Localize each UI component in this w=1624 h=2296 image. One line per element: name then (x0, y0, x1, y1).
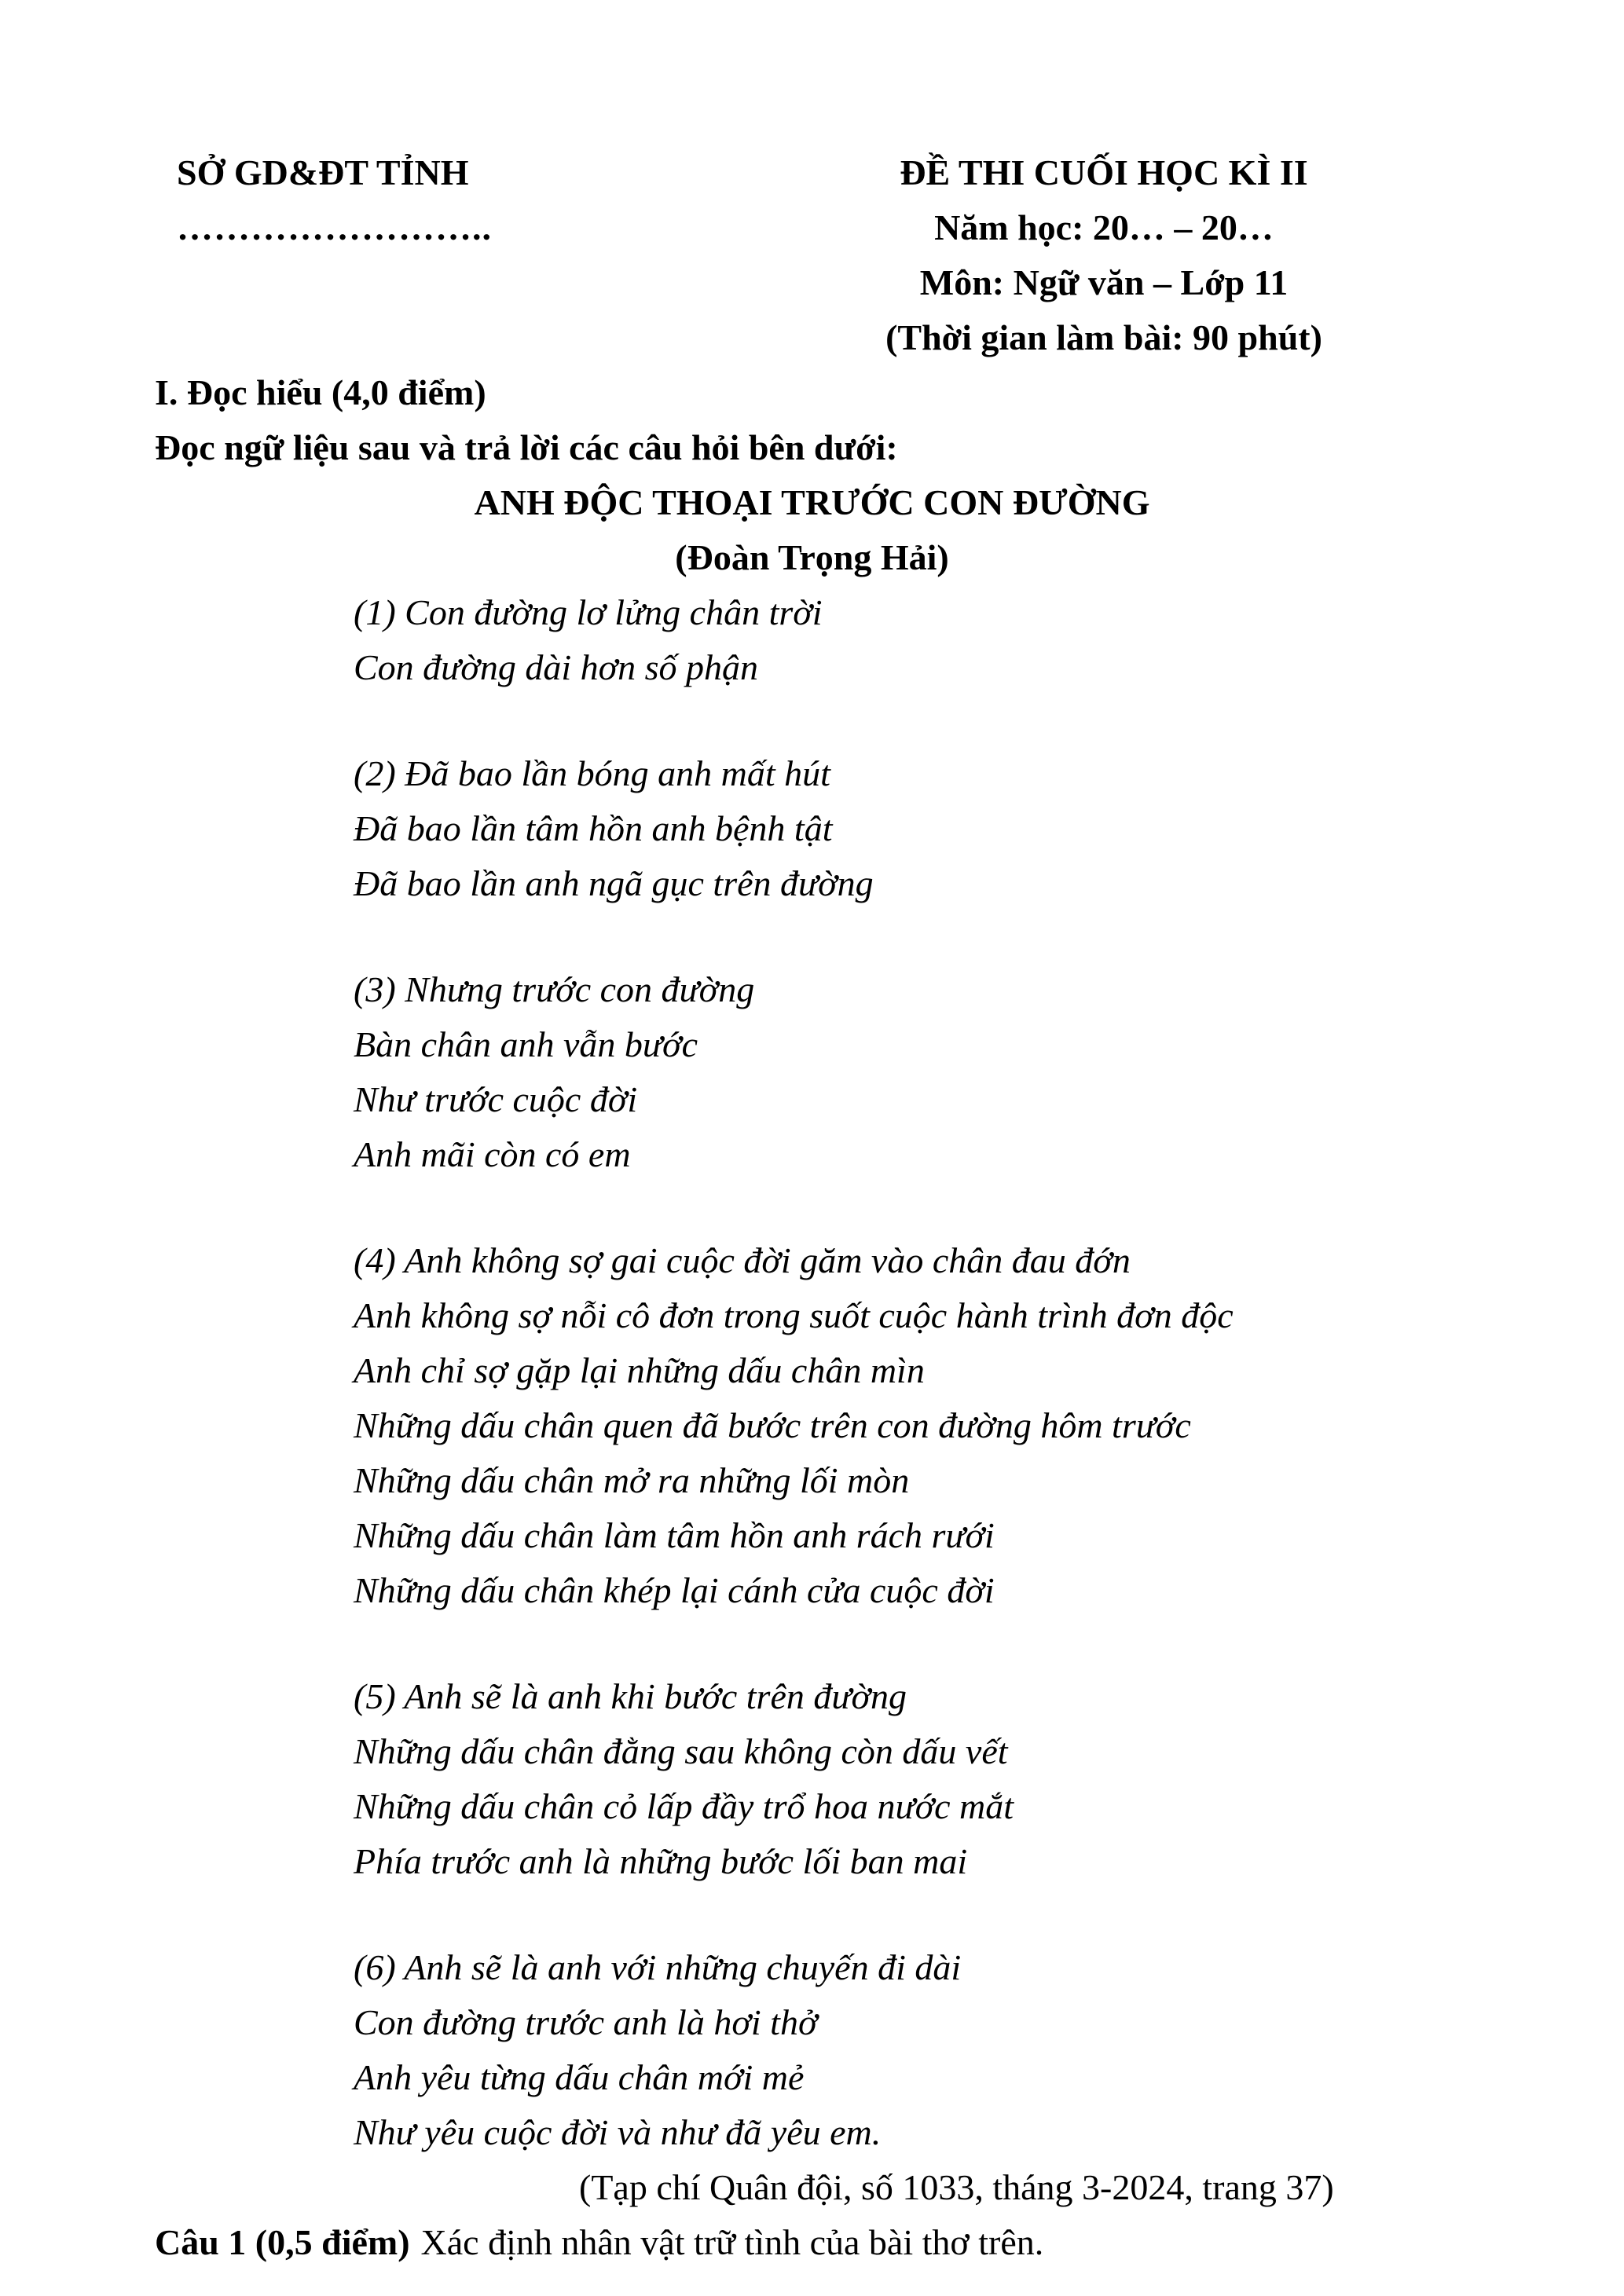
poem-line: (5) Anh sẽ là anh khi bước trên đường (354, 1676, 907, 1716)
header-left-block (177, 145, 492, 255)
poem-title: ANH ĐỘC THOẠI TRƯỚC CON ĐƯỜNG (474, 482, 1150, 522)
header-right-block (758, 145, 1450, 365)
poem-line: Anh yêu từng dấu chân mới mẻ (354, 2057, 805, 2097)
school-year-line: Năm học: 20… – 20… (934, 207, 1274, 247)
poem (354, 585, 1469, 2160)
poem-line: Bàn chân anh vẫn bước (354, 1024, 698, 1064)
question-1 (155, 2215, 1469, 2270)
poem-stanza (354, 1669, 1469, 1889)
poem-line: Phía trước anh là những bước lối ban mai (354, 1841, 968, 1881)
poem-line: Như trước cuộc đời (354, 1079, 638, 1119)
poem-stanza (354, 746, 1469, 911)
question-1-text: Xác định nhân vật trữ tình của bài thơ trên. (420, 2222, 1044, 2262)
section-heading: I. Đọc hiểu (4,0 điểm) (155, 372, 486, 412)
poem-line: Anh mãi còn có em (354, 1134, 631, 1174)
poem-line: (3) Nhưng trước con đường (354, 969, 755, 1009)
poem-stanza (354, 585, 1469, 695)
poem-line: (6) Anh sẽ là anh với những chuyến đi dài (354, 1947, 962, 1987)
poem-line: Những dấu chân quen đã bước trên con đường hôm trước (354, 1405, 1191, 1445)
poem-line: Anh không sợ nỗi cô đơn trong suốt cuộc hành trình đơn độc (354, 1295, 1234, 1335)
poem-line: Đã bao lần anh ngã gục trên đường (354, 863, 874, 903)
poem-line: Đã bao lần tâm hồn anh bệnh tật (354, 808, 833, 848)
poem-line: Những dấu chân mở ra những lối mòn (354, 1460, 910, 1500)
poem-stanza (354, 1940, 1469, 2160)
department-name: SỞ GD&ĐT TỈNH (177, 152, 469, 192)
poem-author: (Đoàn Trọng Hải) (675, 537, 949, 577)
poem-line: Con đường dài hơn số phận (354, 647, 759, 687)
poem-line: (1) Con đường lơ lửng chân trời (354, 592, 823, 632)
department-dotted-line: …………………….. (177, 207, 492, 247)
subject-line: Môn: Ngữ văn – Lớp 11 (919, 262, 1289, 302)
question-1-label: Câu 1 (0,5 điểm) (155, 2222, 410, 2262)
exam-header (155, 145, 1469, 365)
poem-citation: (Tạp chí Quân đội, số 1033, tháng 3-2024, trang 37) (579, 2167, 1334, 2207)
poem-line: Những dấu chân khép lại cánh cửa cuộc đời (354, 1570, 995, 1610)
poem-line: Những dấu chân làm tâm hồn anh rách rưới (354, 1515, 995, 1555)
poem-line: Anh chỉ sợ gặp lại những dấu chân mìn (354, 1350, 925, 1390)
duration-line: (Thời gian làm bài: 90 phút) (885, 317, 1322, 357)
poem-line: Con đường trước anh là hơi thở (354, 2002, 818, 2042)
poem-line: Những dấu chân cỏ lấp đầy trổ hoa nước mắt (354, 1786, 1014, 1826)
poem-line: (4) Anh không sợ gai cuộc đời găm vào chân đau đớn (354, 1240, 1131, 1280)
reading-instruction: Đọc ngữ liệu sau và trả lời các câu hỏi bên dưới: (155, 427, 898, 467)
exam-title: ĐỀ THI CUỐI HỌC KÌ II (900, 152, 1308, 192)
poem-stanza (354, 962, 1469, 1182)
poem-line: Như yêu cuộc đời và như đã yêu em. (354, 2112, 882, 2152)
poem-line: Những dấu chân đằng sau không còn dấu vết (354, 1731, 1008, 1771)
poem-stanza (354, 1233, 1469, 1618)
poem-line: (2) Đã bao lần bóng anh mất hút (354, 753, 830, 793)
